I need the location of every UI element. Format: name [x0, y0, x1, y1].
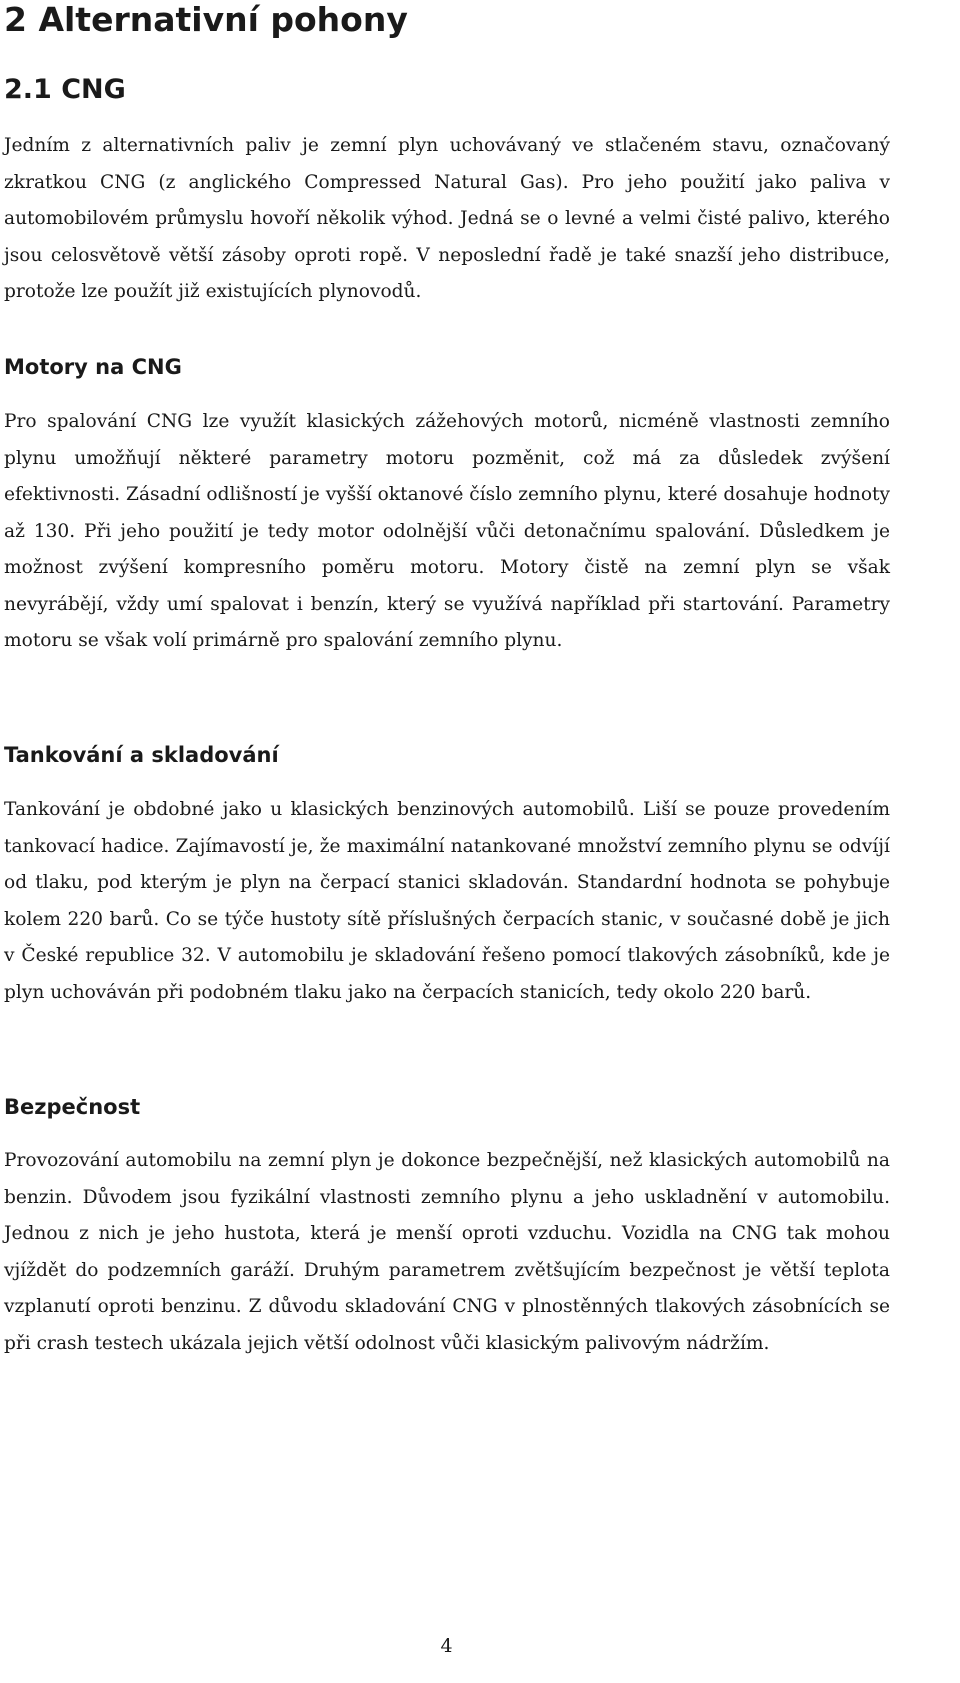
subsection-paragraph-bezpecnost: Provozování automobilu na zemní plyn je dokonce bezpečnější, než klasických automobilů na benzin. Důvodem jsou fyzikální vlastnosti zemního plynu a jeho uskladnění v automobilu. Jednou z nich je jeho hustota, která je menší oproti vzduchu. Vozidla na CNG tak mohou vjíždět do podzemních garáží. Druhým parametrem zvětšujícím bezpečnost je větší teplota vzplanutí oproti benzinu. Z důvodu skladování CNG v plnostěnných tlakových zásobnících se při crash testech ukázala jejich větší odolnost vůči klasickým palivovým nádržím.	[4, 1150, 890, 1354]
chapter-title: 2 Alternativní pohony	[4, 0, 408, 39]
subsection-title-tankovani: Tankování a skladování	[4, 743, 279, 767]
subsection-title-motory: Motory na CNG	[4, 355, 182, 379]
section-title: 2.1 CNG	[4, 74, 126, 105]
subsection-paragraph-motory: Pro spalování CNG lze využít klasických zážehových motorů, nicméně vlastnosti zemního plynu umožňují některé parametry motoru pozměnit, což má za důsledek zvýšení efektivnosti. Zásadní odlišností je vyšší oktanové číslo zemního plynu, které dosahuje hodnoty až 130. Při jeho použití je tedy motor odolnější vůči detonačnímu spalování. Důsledkem je možnost zvýšení kompresního poměru motoru. Motory čistě na zemní plyn se však nevyrábějí, vždy umí spalovat i benzín, který se využívá například při startování. Parametry motoru se však volí primárně pro spalování zemního plynu.	[4, 411, 890, 651]
section-intro-paragraph: Jedním z alternativních paliv je zemní plyn uchovávaný ve stlačeném stavu, označovaný zkratkou CNG (z anglického Compressed Natural Gas). Pro jeho použití jako paliva v automobilovém průmyslu hovoří několik výhod. Jedná se o levné a velmi čisté palivo, kterého jsou celosvětově větší zásoby oproti ropě. V neposlední řadě je také snazší jeho distribuce, protože lze použít již existujících plynovodů.	[4, 135, 890, 302]
subsection-paragraph-tankovani: Tankování je obdobné jako u klasických benzinových automobilů. Liší se pouze provedením tankovací hadice. Zajímavostí je, že maximální natankované množství zemního plynu se odvíjí od tlaku, pod kterým je plyn na čerpací stanici skladován. Standardní hodnota se pohybuje kolem 220 barů. Co se týče hustoty sítě příslušných čerpacích stanic, v současné době je jich v České republice 32. V automobilu je skladování řešeno pomocí tlakových zásobníků, kde je plyn uchováván při podobném tlaku jako na čerpacích stanicích, tedy okolo 220 barů.	[4, 799, 890, 1003]
page-number: 4	[440, 1635, 453, 1657]
subsection-title-bezpecnost: Bezpečnost	[4, 1095, 141, 1119]
